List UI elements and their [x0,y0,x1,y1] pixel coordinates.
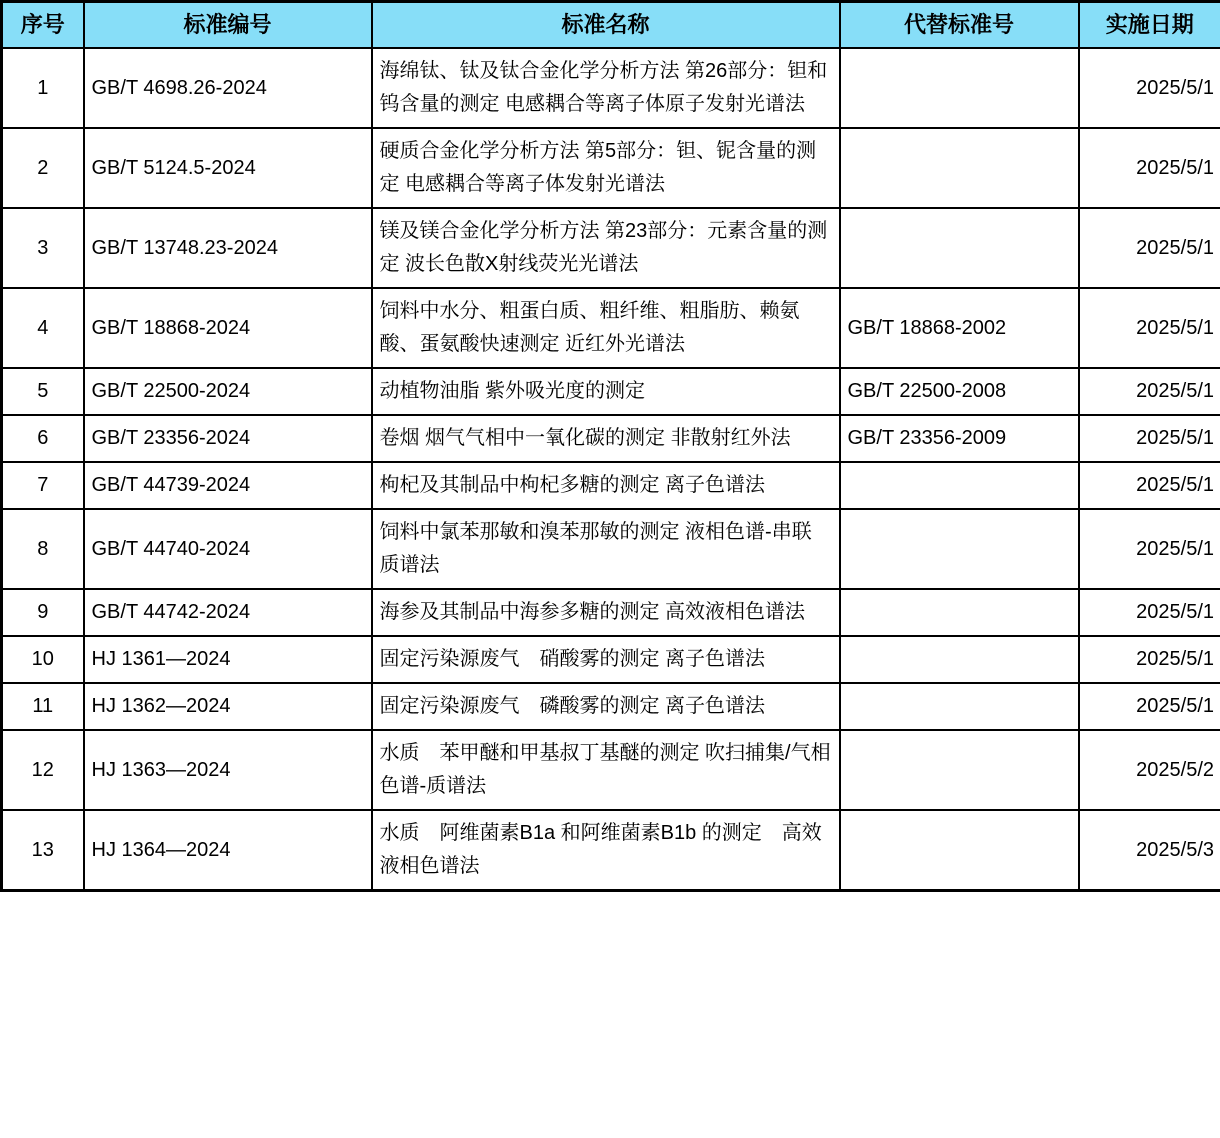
cell-standard-code: GB/T 4698.26-2024 [84,48,372,128]
table-row [2,288,1220,368]
table-row [2,509,1220,589]
cell-standard-code: HJ 1363—2024 [84,730,372,810]
cell-index: 6 [2,415,84,462]
table-row [2,128,1220,208]
table-row [2,730,1220,810]
cell-standard-name: 枸杞及其制品中枸杞多糖的测定 离子色谱法 [372,462,840,509]
cell-index: 12 [2,730,84,810]
cell-implementation-date: 2025/5/1 [1079,509,1220,589]
table-row [2,589,1220,636]
cell-standard-code: HJ 1364—2024 [84,810,372,891]
cell-standard-name: 固定污染源废气 磷酸雾的测定 离子色谱法 [372,683,840,730]
cell-replaced-standard [840,589,1079,636]
cell-standard-code: GB/T 5124.5-2024 [84,128,372,208]
cell-replaced-standard [840,810,1079,891]
cell-implementation-date: 2025/5/1 [1079,415,1220,462]
cell-replaced-standard [840,730,1079,810]
cell-standard-name: 卷烟 烟气气相中一氧化碳的测定 非散射红外法 [372,415,840,462]
cell-implementation-date: 2025/5/1 [1079,368,1220,415]
cell-standard-code: GB/T 44742-2024 [84,589,372,636]
cell-implementation-date: 2025/5/1 [1079,208,1220,288]
cell-standard-code: HJ 1361—2024 [84,636,372,683]
cell-replaced-standard [840,48,1079,128]
cell-index: 4 [2,288,84,368]
table-row [2,636,1220,683]
cell-implementation-date: 2025/5/1 [1079,636,1220,683]
cell-replaced-standard: GB/T 18868-2002 [840,288,1079,368]
cell-replaced-standard [840,683,1079,730]
cell-replaced-standard [840,128,1079,208]
cell-standard-name: 硬质合金化学分析方法 第5部分：钽、铌含量的测定 电感耦合等离子体发射光谱法 [372,128,840,208]
cell-index: 1 [2,48,84,128]
table-row [2,810,1220,891]
cell-implementation-date: 2025/5/3 [1079,810,1220,891]
cell-implementation-date: 2025/5/1 [1079,128,1220,208]
header-standard-name: 标准名称 [372,2,840,49]
cell-implementation-date: 2025/5/1 [1079,589,1220,636]
table-body [2,48,1220,891]
cell-index: 11 [2,683,84,730]
cell-standard-code: GB/T 23356-2024 [84,415,372,462]
cell-standard-code: HJ 1362—2024 [84,683,372,730]
cell-standard-name: 海绵钛、钛及钛合金化学分析方法 第26部分：钽和钨含量的测定 电感耦合等离子体原子发射光谱法 [372,48,840,128]
cell-standard-code: GB/T 13748.23-2024 [84,208,372,288]
cell-index: 7 [2,462,84,509]
header-row [2,2,1220,49]
cell-replaced-standard [840,462,1079,509]
cell-standard-name: 动植物油脂 紫外吸光度的测定 [372,368,840,415]
cell-standard-name: 固定污染源废气 硝酸雾的测定 离子色谱法 [372,636,840,683]
cell-standard-code: GB/T 22500-2024 [84,368,372,415]
cell-implementation-date: 2025/5/1 [1079,288,1220,368]
cell-standard-name: 饲料中氯苯那敏和溴苯那敏的测定 液相色谱-串联质谱法 [372,509,840,589]
table-row [2,462,1220,509]
cell-index: 2 [2,128,84,208]
cell-standard-name: 镁及镁合金化学分析方法 第23部分：元素含量的测定 波长色散X射线荧光光谱法 [372,208,840,288]
cell-implementation-date: 2025/5/2 [1079,730,1220,810]
cell-standard-name: 海参及其制品中海参多糖的测定 高效液相色谱法 [372,589,840,636]
header-index: 序号 [2,2,84,49]
cell-index: 13 [2,810,84,891]
cell-replaced-standard: GB/T 22500-2008 [840,368,1079,415]
cell-index: 9 [2,589,84,636]
cell-index: 10 [2,636,84,683]
cell-index: 5 [2,368,84,415]
cell-index: 3 [2,208,84,288]
table-row [2,208,1220,288]
header-replaced-standard: 代替标准号 [840,2,1079,49]
cell-replaced-standard [840,208,1079,288]
table-row [2,368,1220,415]
cell-implementation-date: 2025/5/1 [1079,683,1220,730]
cell-replaced-standard: GB/T 23356-2009 [840,415,1079,462]
cell-replaced-standard [840,509,1079,589]
header-standard-code: 标准编号 [84,2,372,49]
table-row [2,48,1220,128]
cell-index: 8 [2,509,84,589]
cell-standard-code: GB/T 18868-2024 [84,288,372,368]
cell-implementation-date: 2025/5/1 [1079,48,1220,128]
cell-replaced-standard [840,636,1079,683]
table-row [2,683,1220,730]
header-implementation-date: 实施日期 [1079,2,1220,49]
cell-standard-name: 水质 苯甲醚和甲基叔丁基醚的测定 吹扫捕集/气相色谱-质谱法 [372,730,840,810]
cell-standard-code: GB/T 44739-2024 [84,462,372,509]
table-row [2,415,1220,462]
cell-standard-name: 水质 阿维菌素B1a 和阿维菌素B1b 的测定 高效液相色谱法 [372,810,840,891]
cell-implementation-date: 2025/5/1 [1079,462,1220,509]
cell-standard-code: GB/T 44740-2024 [84,509,372,589]
cell-standard-name: 饲料中水分、粗蛋白质、粗纤维、粗脂肪、赖氨酸、蛋氨酸快速测定 近红外光谱法 [372,288,840,368]
